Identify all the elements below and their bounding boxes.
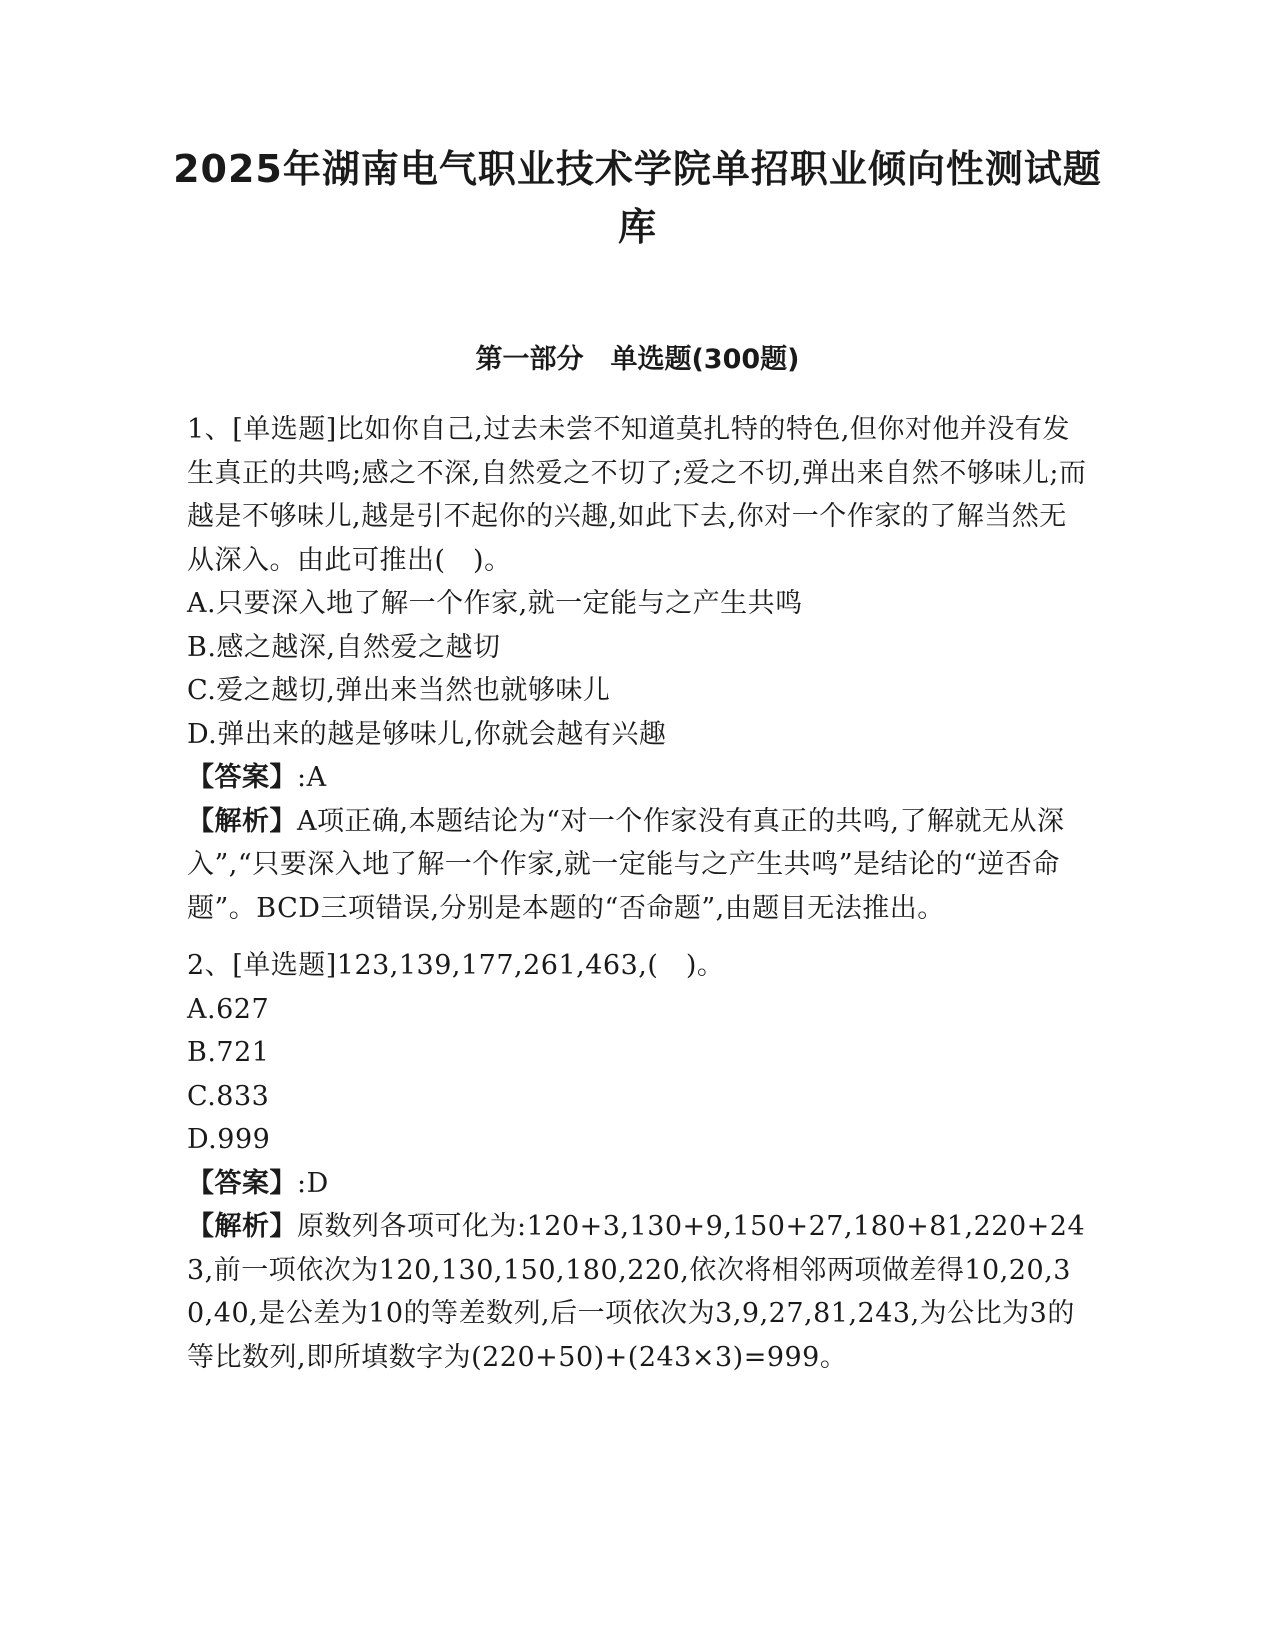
answer-label: 【答案】	[187, 1167, 297, 1199]
question-text: 比如你自己,过去未尝不知道莫扎特的特色,但你对他并没有发生真正的共鸣;感之不深,自然爱之不切了;爱之不切,弹出来自然不够味儿;而越是不够味儿,越是引不起你的兴趣,如此下去,你对一个作家的了解当然无从深入。由此可推出( )。	[187, 414, 1087, 576]
question-list	[187, 408, 1087, 1379]
analysis-label: 【解析】	[187, 805, 297, 837]
answer-value: D	[306, 1167, 329, 1199]
question-type: [单选题]	[232, 950, 337, 981]
question-number: 2、	[187, 950, 233, 981]
question-text: 123,139,177,261,463,( )。	[336, 950, 725, 981]
option-d: D.999	[187, 1124, 271, 1155]
option-c: C.833	[187, 1080, 270, 1112]
analysis-text: 原数列各项可化为:120+3,130+9,150+27,180+81,220+243,前一项依次为120,130,150,180,220,依次将相邻两项做差得10,20,30,40,是公差为10的等差数列,后一项依次为3,9,27,81,243,为公比为3的等比数列,即所填数字为(220+50)+(243×3)=999。	[187, 1211, 1086, 1373]
answer-line	[187, 1162, 1087, 1206]
answer-separator: :	[297, 1167, 307, 1199]
analysis-label: 【解析】	[187, 1211, 297, 1242]
question-item	[187, 944, 1087, 1379]
analysis-text: A项正确,本题结论为“对一个作家没有真正的共鸣,了解就无从深入”,“只要深入地了解一个作家,就一定能与之产生共鸣”是结论的“逆否命题”。BCD三项错误,分别是本题的“否命题”,由题目无法推出。	[187, 805, 1065, 924]
option-b: B.721	[187, 1037, 270, 1068]
answer-value: A	[306, 762, 327, 793]
option-a: A.627	[187, 993, 270, 1025]
answer-separator: :	[297, 762, 307, 793]
question-stem	[187, 408, 1087, 582]
question-type: [单选题]	[232, 414, 337, 445]
option-c: C.爱之越切,弹出来当然也就够味儿	[187, 675, 611, 706]
option-b: B.感之越深,自然爱之越切	[187, 631, 501, 663]
option-a: A.只要深入地了解一个作家,就一定能与之产生共鸣	[187, 588, 803, 619]
analysis-line	[187, 800, 1087, 931]
answer-label: 【答案】	[187, 762, 297, 793]
section-heading: 第一部分 单选题(300题)	[475, 344, 800, 375]
question-stem	[187, 944, 1087, 988]
question-number: 1、	[187, 414, 233, 445]
document-title: 2025年湖南电气职业技术学院单招职业倾向性测试题库	[173, 147, 1102, 249]
option-d: D.弹出来的越是够味儿,你就会越有兴趣	[187, 718, 667, 750]
analysis-line	[187, 1205, 1087, 1379]
answer-line	[187, 756, 1087, 800]
question-item	[187, 408, 1087, 930]
